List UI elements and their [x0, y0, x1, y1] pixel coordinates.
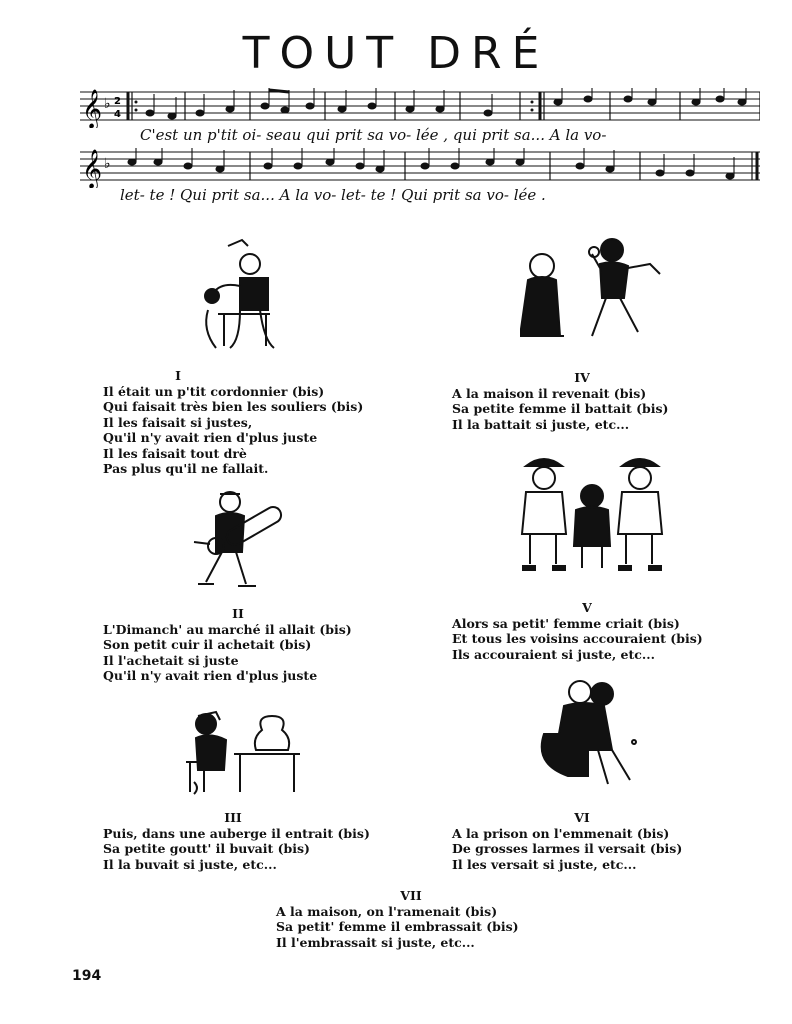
verse-4-line-3: Il la battait si juste, etc...: [452, 416, 630, 432]
verse-5-numeral: V: [582, 600, 592, 615]
verse-4: [452, 370, 712, 432]
verse-7-line-1: A la maison, on l'ramenait (bis): [276, 903, 498, 919]
verse-1-line-1: Il était un p'tit cordonnier (bis): [103, 383, 325, 399]
treble-clef-icon: 𝄞: [82, 89, 103, 128]
verse-5-line-1: Alors sa petit' femme criait (bis): [452, 615, 680, 631]
svg-text:2: 2: [114, 96, 121, 107]
verse-7-line-2: Sa petit' femme il embrassait (bis): [276, 919, 519, 934]
verse-5-line-2: Et tous les voisins accouraient (bis): [452, 631, 703, 646]
verse-3-line-3: Il la buvait si juste, etc...: [103, 856, 277, 872]
illustration-couple-embracing: [536, 676, 640, 790]
verse-7-line-3: Il l'embrassait si juste, etc...: [276, 934, 475, 950]
verse-2-numeral: II: [232, 606, 244, 621]
staff-1-svg: [80, 88, 760, 128]
svg-text:♭: ♭: [104, 96, 111, 112]
verse-1: [103, 368, 363, 477]
verse-6-line-1: A la prison on l'emmenait (bis): [452, 825, 670, 841]
music-staff-2: [80, 148, 760, 188]
verse-6-line-3: Il les versait si juste, etc...: [452, 856, 637, 872]
music-staff-1: [80, 88, 760, 128]
verse-5: [452, 600, 722, 662]
verse-3: [103, 810, 370, 872]
verse-1-line-3: Il les faisait si justes,: [103, 414, 253, 430]
illustration-drinking-at-inn: [184, 710, 308, 798]
verse-7: [276, 888, 546, 950]
verse-2-line-1: L'Dimanch' au marché il allait (bis): [103, 621, 352, 637]
verse-1-line-6: Pas plus qu'il ne fallait.: [103, 461, 269, 476]
verse-4-line-1: A la maison il revenait (bis): [452, 385, 647, 401]
lyrics-line-2: let- te ! Qui prit sa... A la vo- let- te ! Qui prit sa vo- lée .: [120, 186, 546, 204]
verse-2-line-3: Il l'achetait si juste: [103, 652, 239, 668]
song-title: TOUT DRÉ: [242, 28, 550, 79]
verse-1-line-2: Qui faisait très bien les souliers (bis): [103, 399, 364, 414]
staff-2-svg: [80, 148, 760, 188]
verse-7-numeral: VII: [400, 888, 422, 903]
verse-3-line-2: Sa petite goutt' il buvait (bis): [103, 841, 310, 856]
verse-4-numeral: IV: [574, 370, 590, 385]
verse-2-line-4: Qu'il n'y avait rien d'plus juste: [103, 668, 318, 683]
verse-6: [452, 810, 712, 872]
svg-text:♭: ♭: [104, 156, 111, 172]
treble-clef-icon-2: 𝄞: [82, 149, 103, 188]
verse-1-line-4: Qu'il n'y avait rien d'plus juste: [103, 430, 318, 445]
lyrics-line-1: C'est un p'tit oi- seau qui prit sa vo- lée , qui prit sa... A la vo-: [140, 126, 607, 144]
verse-3-numeral: III: [224, 810, 242, 825]
svg-text:4: 4: [114, 109, 121, 120]
illustration-man-with-leather: [186, 488, 290, 594]
verse-2-line-2: Son petit cuir il achetait (bis): [103, 637, 312, 652]
verse-1-numeral: I: [175, 368, 181, 383]
illustration-gendarmes: [512, 452, 682, 580]
illustration-husband-beats-wife: [520, 232, 670, 352]
verse-3-line-1: Puis, dans une auberge il entrait (bis): [103, 825, 370, 841]
verse-5-line-3: Ils accouraient si juste, etc...: [452, 646, 655, 662]
verse-4-line-2: Sa petite femme il battait (bis): [452, 401, 669, 416]
verse-2: [103, 606, 373, 684]
verse-6-numeral: VI: [574, 810, 590, 825]
verse-1-line-5: Il les faisait tout drè: [103, 445, 247, 461]
illustration-cobbler: [198, 234, 282, 354]
page-number: 194: [72, 968, 102, 984]
verse-6-line-2: De grosses larmes il versait (bis): [452, 841, 683, 856]
